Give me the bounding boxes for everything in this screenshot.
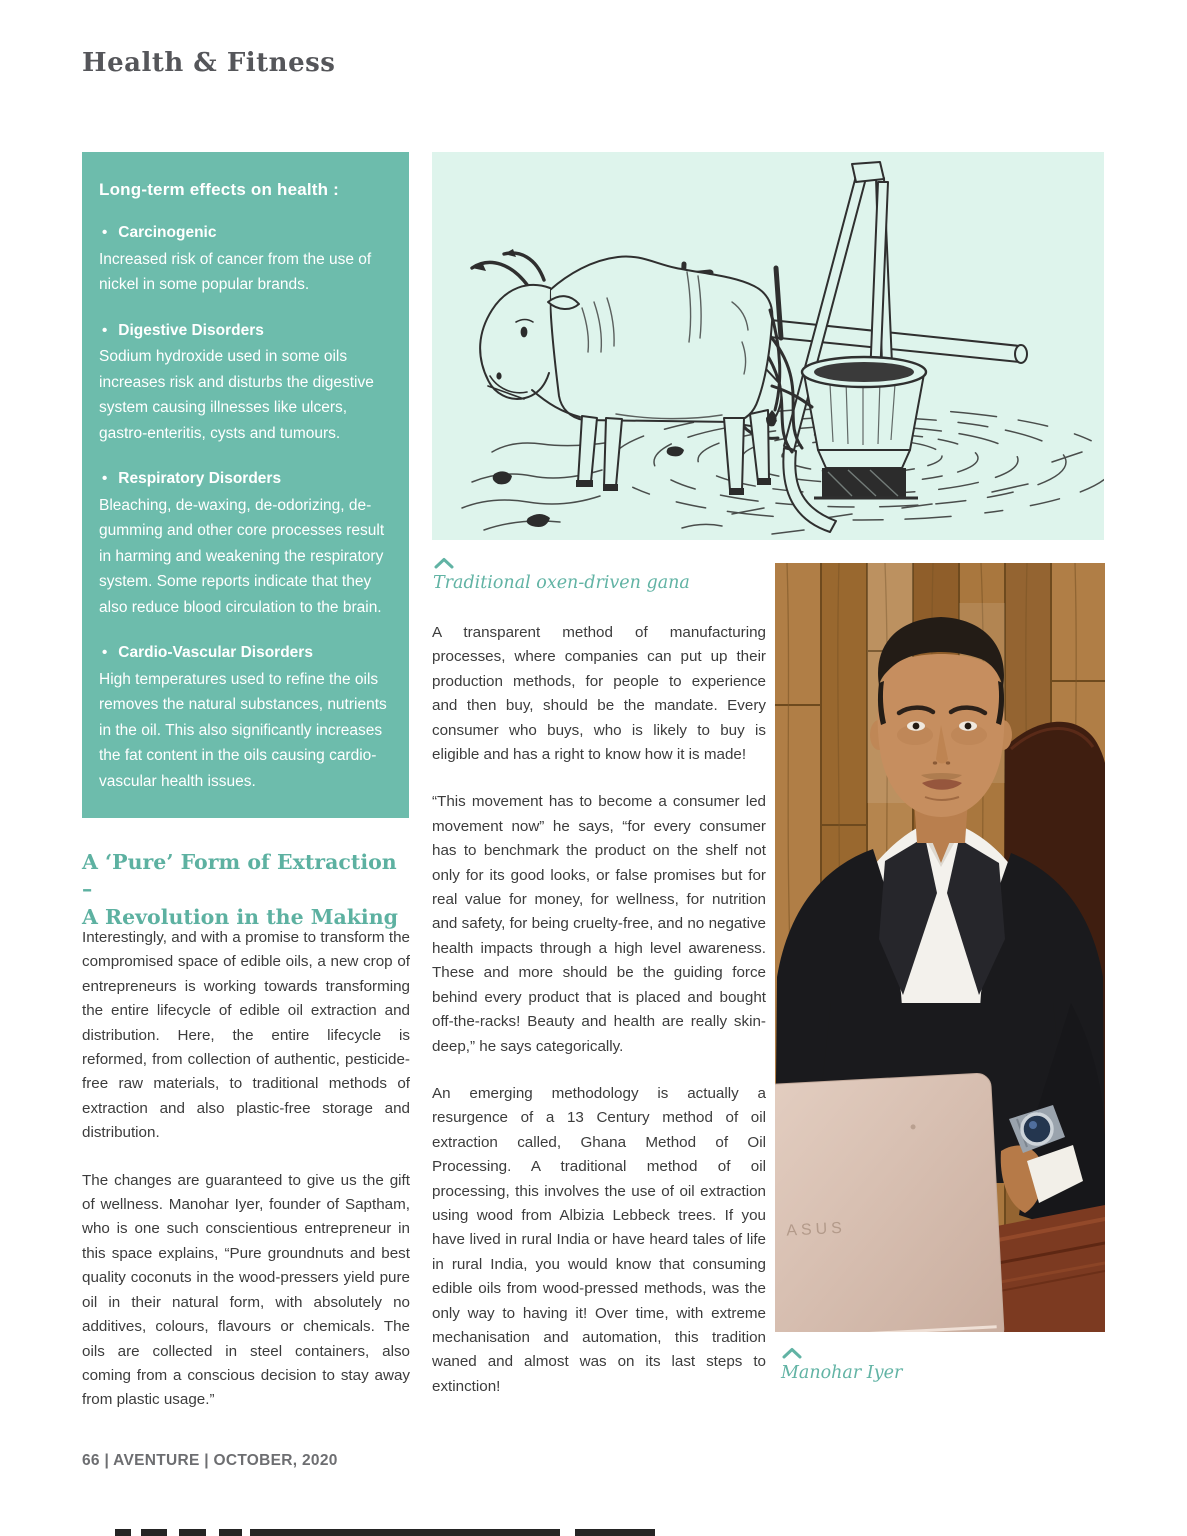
list-item-heading <box>99 318 392 344</box>
health-effects-box <box>82 152 409 818</box>
box-title: Long-term effects on health : <box>99 180 340 199</box>
page-edge-artifact <box>219 1529 242 1536</box>
bullet-icon: • <box>102 470 108 487</box>
laptop-brand-text: ASUS <box>785 1219 847 1240</box>
illustration-caption: Traditional oxen-driven gana <box>433 573 690 593</box>
caret-up-icon <box>433 557 455 569</box>
article-subheading <box>82 849 412 931</box>
list-item-heading <box>99 466 392 492</box>
page-edge-artifact <box>575 1529 655 1536</box>
illustration-caption-block <box>433 557 690 593</box>
list-item-heading <box>99 220 392 246</box>
list-item-title: Cardio-Vascular Disorders <box>118 644 313 661</box>
paragraph: The changes are guaranteed to give us the gift of wellness. Manohar Iyer, founder of Saptham, who is one such conscientious entrepreneur in this space explains, “Pure groundnuts and best quality coconuts in the wood-pressers yield pure oil in their natural form, with absolutely no additives, colours, flavours or chemicals. The oils are collected in steel containers, also coming from a conscious decision to stay away from plastic usage.” <box>82 1171 410 1409</box>
list-item-title: Carcinogenic <box>118 224 217 241</box>
list-item-body: Sodium hydroxide used in some oils increases risk and disturbs the digestive system causing illnesses like ulcers, gastro-enteritis, cysts and tumours. <box>99 348 374 442</box>
list-item-title: Digestive Disorders <box>118 321 264 339</box>
subheading-line: A ‘Pure’ Form of Extraction – <box>82 850 397 902</box>
page-edge-artifact <box>250 1529 560 1536</box>
list-item-cardiovascular <box>99 640 392 794</box>
paragraph: Interestingly, and with a promise to transform the compromised space of edible oils, a new crop of entrepreneurs is working towards transforming the entire lifecycle of edible oil extraction and distribution. Here, the entire lifecycle is reformed, from collection of authentic, pesticide-free raw materials, to traditional methods of extraction and also plastic-free storage and distribution. <box>82 929 410 1142</box>
page-edge-artifact <box>115 1529 131 1536</box>
page-edge-artifact <box>141 1529 167 1536</box>
gana-illustration <box>432 152 1104 540</box>
list-item-title: Respiratory Disorders <box>118 470 282 487</box>
photo-caption: Manohar Iyer <box>781 1363 903 1383</box>
list-item-respiratory <box>99 466 392 620</box>
middle-column <box>432 621 766 1422</box>
list-item-body: Increased risk of cancer from the use of nickel in some popular brands. <box>99 250 372 293</box>
paragraph: An emerging methodology is actually a resurgence of a 13 Century method of oil extraction called, Ghana Method of Oil Processing. A traditional method of oil processing, this involves the use of oil extraction using wood from Albizia Lebbeck trees. If you have lived in rural India or have heard tales of life in rural India, you would know that consuming edible oils from wood-pressed methods, was the only way to having it! Over time, with extreme mechanisation and automation, this tradition waned and almost was on its last steps to extinction! <box>432 1084 766 1395</box>
page-edge-artifact <box>179 1529 206 1536</box>
list-item-carcinogenic <box>99 220 392 298</box>
caret-up-icon <box>781 1347 803 1359</box>
page-footer: 66 | AVENTURE | OCTOBER, 2020 <box>82 1452 338 1469</box>
photo-caption-block <box>781 1347 902 1383</box>
manohar-iyer-photo <box>775 563 1105 1332</box>
bullet-icon: • <box>102 321 108 339</box>
bullet-icon: • <box>102 224 108 241</box>
list-item-digestive <box>99 318 392 447</box>
section-header: Health & Fitness <box>82 48 336 78</box>
subheading-line: A Revolution in the Making <box>82 904 398 929</box>
list-item-body: High temperatures used to refine the oils removes the natural substances, nutrients in the oil. This also significantly increases the fat content in the oils causing cardio-vascular health issues. <box>99 670 387 790</box>
bullet-icon: • <box>102 644 108 661</box>
list-item-body: Bleaching, de-waxing, de-odorizing, de-gumming and other core processes result in harming and weakening the respiratory system. Some reports indicate that they also reduce blood circulation to the brain. <box>99 496 385 616</box>
paragraph: “This movement has to become a consumer led movement now” he says, “for every consumer has to benchmark the product on the shelf not only for its good looks, or false promises but for real value for money, for wellness, for nutrition and safety, for being cruelty-free, and no negative health impacts through a high level awareness. These and more should be the guiding force behind every product that is placed and bought off-the-racks! Beauty and health are really skin-deep,” he says categorically. <box>432 793 766 1055</box>
list-item-heading <box>99 640 392 666</box>
left-column <box>82 926 410 1436</box>
paragraph: A transparent method of manufacturing processes, where companies can put up their production methods, for people to experience and then buy, should be the mandate. Every consumer who buys, who is likely to buy is eligible and has a right to know how it is made! <box>432 624 766 764</box>
